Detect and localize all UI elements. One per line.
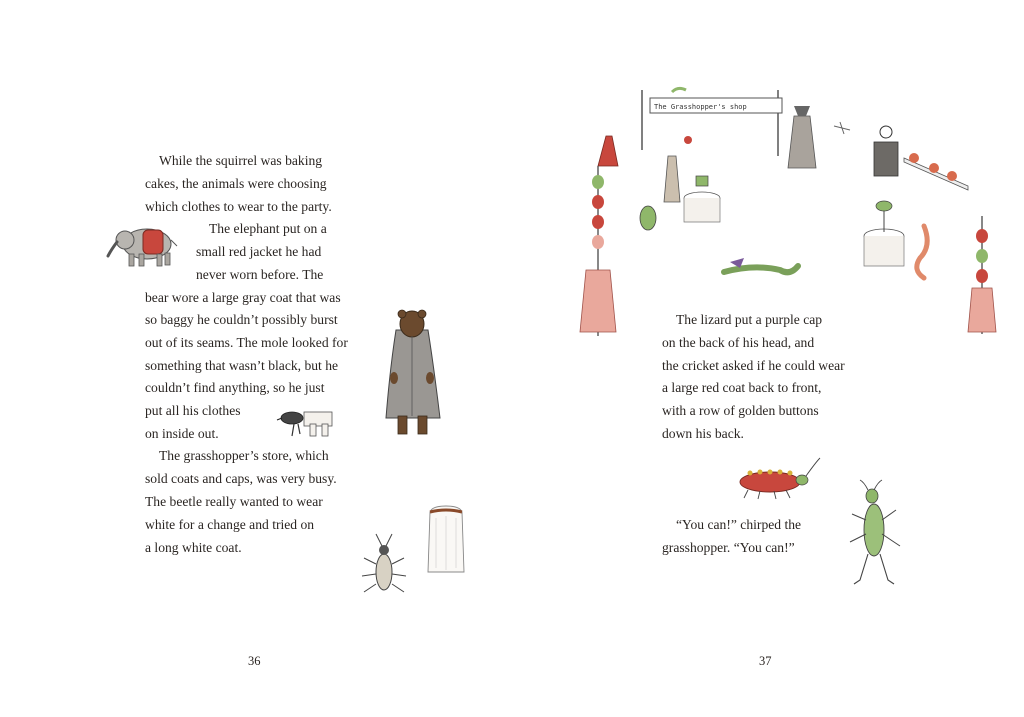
text-line: couldn’t find anything, so he just xyxy=(145,380,325,395)
text-line: with a row of golden buttons xyxy=(662,403,819,418)
text-line: “You can!” chirped the xyxy=(676,517,802,532)
text-line: never worn before. The xyxy=(196,267,324,282)
text-line: put all his clothes xyxy=(145,403,241,418)
text-line: small red jacket he had xyxy=(196,244,322,259)
text-line: The beetle really wanted to wear xyxy=(145,494,323,509)
text-line: The elephant put on a xyxy=(209,221,327,236)
text-line: down his back. xyxy=(662,426,744,441)
beetle-illustration xyxy=(356,498,470,620)
text-line: cakes, the animals were choosing xyxy=(145,176,327,191)
text-line: The grasshopper’s store, which xyxy=(159,448,329,463)
elephant-illustration xyxy=(105,220,185,270)
shop-sign: The Grasshopper's shop xyxy=(654,103,747,111)
page-number: 37 xyxy=(759,654,772,668)
text-line: bear wore a large gray coat that was xyxy=(145,290,341,305)
text-line: While the squirrel was baking xyxy=(159,153,323,168)
text-line: The lizard put a purple cap xyxy=(676,312,823,327)
text-line: out of its seams. The mole looked for xyxy=(145,335,348,350)
text-line: sold coats and caps, was very busy. xyxy=(145,471,337,486)
grasshopper-illustration xyxy=(846,480,906,588)
right-page xyxy=(512,0,1024,717)
text-line: a long white coat. xyxy=(145,540,242,555)
page-number: 36 xyxy=(248,654,261,668)
mole-illustration xyxy=(276,402,340,442)
text-line: so baggy he couldn’t possibly burst xyxy=(145,312,338,327)
text-line: something that wasn’t black, but he xyxy=(145,358,339,373)
text-line: a large red coat back to front, xyxy=(662,380,822,395)
text-line: on the back of his head, and xyxy=(662,335,815,350)
text-line: which clothes to wear to the party. xyxy=(145,199,332,214)
grasshopper-shop-illustration xyxy=(584,86,1008,342)
text-line: grasshopper. “You can!” xyxy=(662,540,795,555)
text-line: the cricket asked if he could wear xyxy=(662,358,845,373)
cricket-illustration xyxy=(724,456,828,502)
text-line: white for a change and tried on xyxy=(145,517,315,532)
text-line: on inside out. xyxy=(145,426,219,441)
bear-illustration xyxy=(380,308,446,440)
